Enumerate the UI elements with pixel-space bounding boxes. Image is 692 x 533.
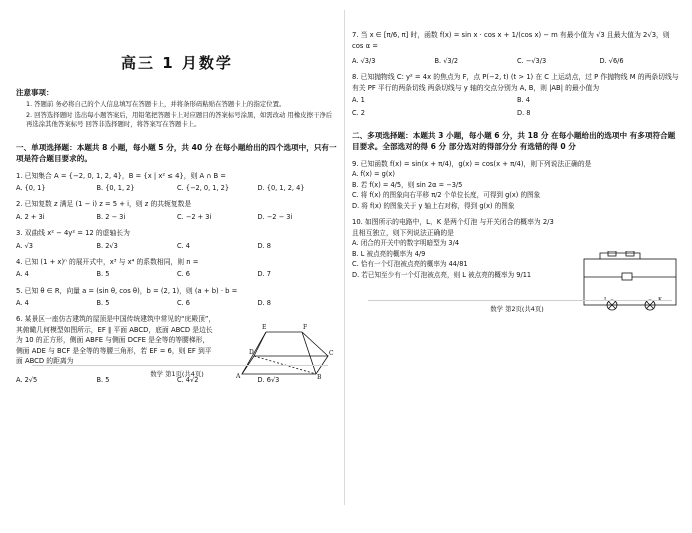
option-d[interactable]: D. 若已知至少有一个灯泡被点亮，则 L 被点亮的概率为 9/11 <box>352 270 532 279</box>
question-10-options <box>352 238 558 280</box>
option-a[interactable]: A. f(x) = g(x) <box>352 170 395 179</box>
footer-rule <box>368 300 672 301</box>
option-c[interactable]: C. −√3/3 <box>517 57 547 66</box>
option-a[interactable]: A. 4 <box>16 299 29 308</box>
option-b[interactable]: B. √3/2 <box>434 57 459 66</box>
option-b[interactable]: B. 5 <box>96 270 110 279</box>
notice-block <box>16 87 338 130</box>
question-6 <box>16 314 338 392</box>
option-b[interactable]: B. 4 <box>517 96 530 105</box>
option-a[interactable]: A. 4 <box>16 270 29 279</box>
option-b[interactable]: B. 2 − 3i <box>96 212 126 221</box>
question-4-options <box>16 269 338 279</box>
option-d[interactable]: D. 8 <box>257 241 271 250</box>
question-8-options-row1 <box>352 95 682 105</box>
question-4-text: 4. 已知 (1 + x)ⁿ 的展开式中，x³ 与 x⁴ 的系数相同，则 n = <box>16 257 199 266</box>
question-1-text: 1. 已知集合 A = {−2, 0, 1, 2, 4}，B = {x | x² ≤ 4}，则 A ∩ B = <box>16 171 226 180</box>
question-2 <box>16 199 338 222</box>
question-8 <box>352 72 682 118</box>
question-9-options <box>352 169 682 211</box>
footer-right: 数学 第2页(共4页) <box>490 305 544 314</box>
question-2-options <box>16 212 338 222</box>
option-b[interactable]: B. L 被点亮的概率为 4/9 <box>352 249 426 258</box>
option-b[interactable]: B. 5 <box>96 376 110 385</box>
question-7-text: 7. 当 x ∈ [π/6, π] 时，函数 f(x) = sin x · cos x + 1/(cos x) − m 有最小值为 √3 且最大值为 2√3，则 cos α = <box>352 31 670 50</box>
option-a[interactable]: A. {0, 1} <box>16 184 46 193</box>
question-6-text: 6. 某景区一座仿古建筑的屋顶是中国传统建筑中常见的“庑殿顶”，其俯瞰几何模型如图所示，EF ∥ 平面 ABCD，底面 ABCD 是边长为 10 的正方形，侧面 ABFE 与侧面 DCFE 是全等的等腰梯形，侧面 ADE 与 BCF 是全等的等腰三角形，若 EF = 6，则 EF 到平面 ABCD 的距离为 <box>16 315 216 366</box>
question-8-options-row2 <box>352 108 682 118</box>
option-d[interactable]: D. 8 <box>517 108 531 117</box>
option-c[interactable]: C. 恰有一个灯泡被点亮的概率为 44/81 <box>352 260 468 269</box>
option-a[interactable]: A. √3 <box>16 241 33 250</box>
question-5-options <box>16 298 338 308</box>
svg-text:C: C <box>329 350 334 358</box>
column-divider <box>344 10 345 505</box>
question-2-text: 2. 已知复数 z 满足 (1 − i) z = 5 + i，则 z 的共轭复数是 <box>16 200 192 209</box>
question-1-options <box>16 183 338 193</box>
option-d[interactable]: D. {0, 1, 2, 4} <box>257 184 305 193</box>
svg-text:D: D <box>249 349 254 357</box>
question-1 <box>16 171 338 194</box>
question-4 <box>16 257 338 280</box>
notice-list <box>16 100 338 130</box>
footer-rule <box>32 365 328 366</box>
option-c[interactable]: C. −2 + 3i <box>177 212 212 221</box>
question-5-text: 5. 已知 θ ∈ R，向量 a = (sin θ, cos θ)，b = (2, 1)，则 (a + b) · b = <box>16 286 238 295</box>
right-column <box>352 0 682 327</box>
left-column <box>16 0 338 392</box>
question-3-options <box>16 241 338 251</box>
question-3-text: 3. 双曲线 x² − 4y² = 12 的虚轴长为 <box>16 229 130 238</box>
option-d[interactable]: D. 6√3 <box>257 376 280 385</box>
question-7-options <box>352 56 682 66</box>
question-3 <box>16 228 338 251</box>
option-a[interactable]: A. √3/3 <box>352 57 376 66</box>
question-5 <box>16 286 338 309</box>
option-a[interactable]: A. 2√5 <box>16 376 38 385</box>
svg-text:B: B <box>317 374 322 382</box>
notice-item: 1. 答题前 务必将自己的个人信息填写在答题卡上，并将条形码粘贴在答题卡上的指定位置。 <box>26 100 286 108</box>
notice-item: 2. 回答选择题时 选出每小题答案后，用铅笔把答题卡上对应题目的答案标号涂黑，如需改动 用橡皮擦干净后 再选涂其他答案标号 回答非选择题时，将答案写在答题卡上。 <box>26 110 333 129</box>
option-d[interactable]: D. 8 <box>257 299 271 308</box>
section-two-heading: 二、多项选择题：本题共 3 小题，每小题 6 分，共 18 分 在每小题给出的选项中 有多项符合题目要求。全部选对的得 6 分 部分选对的得部分分 有选错的得 0 分 <box>352 130 676 152</box>
question-10-text: 10. 如图所示的电路中，L、K 是两个灯泡 与开关闭合的概率为 2/3 且相互独立，则下列说法正确的是 <box>352 218 554 237</box>
page-title: 高三 1 月数学 <box>121 54 233 72</box>
notice-heading: 注意事项： <box>16 88 54 97</box>
option-a[interactable]: A. 闭合的开关中的数字明暗型为 3/4 <box>352 239 460 248</box>
option-c[interactable]: C. 6 <box>177 299 190 308</box>
question-8-text: 8. 已知抛物线 C: y² = 4x 的焦点为 F，点 P(−2, t) (t > 1) 在 C 上运动点，过 P 作抛物线 M 的两条切线与有关 PF 平行的两条切线 两条切线与 y 轴的交点分别为 A, B，则 |AB| 的最小值为 <box>352 73 679 92</box>
footer-left: 数学 第1页(共4页) <box>150 370 204 379</box>
option-d[interactable]: D. −2 − 3i <box>257 212 293 221</box>
option-c[interactable]: C. 6 <box>177 270 190 279</box>
question-9-text: 9. 已知函数 f(x) = sin(x + π/4)，g(x) = cos(x + π/4)，则下列说法正确的是 <box>352 159 592 168</box>
option-d[interactable]: D. √6/6 <box>599 57 624 66</box>
option-c[interactable]: C. 2 <box>352 108 365 117</box>
option-a[interactable]: A. 2 + 3i <box>16 212 45 221</box>
svg-text:E: E <box>262 324 267 332</box>
option-c[interactable]: C. 将 f(x) 的图象向右平移 π/2 个单位长度，可得到 g(x) 的图象 <box>352 191 541 200</box>
option-a[interactable]: A. 1 <box>352 96 365 105</box>
option-b[interactable]: B. 5 <box>96 299 110 308</box>
question-7 <box>352 30 682 66</box>
section-one-heading: 一、单项选择题：本题共 8 小题，每小题 5 分，共 40 分 在每小题给出的四个选项中，只有一项是符合题目要求的。 <box>16 142 337 164</box>
question-9 <box>352 159 682 212</box>
option-b[interactable]: B. {0, 1, 2} <box>96 184 135 193</box>
option-c[interactable]: C. 4√2 <box>177 376 199 385</box>
svg-text:A: A <box>236 373 241 381</box>
option-d[interactable]: D. 7 <box>257 270 271 279</box>
option-c[interactable]: C. {−2, 0, 1, 2} <box>177 184 230 193</box>
option-c[interactable]: C. 4 <box>177 241 190 250</box>
option-d[interactable]: D. 将 f(x) 的图象关于 y 轴上右对称，得到 g(x) 的图象 <box>352 201 515 210</box>
svg-text:F: F <box>303 324 308 332</box>
option-b[interactable]: B. 2√3 <box>96 241 118 250</box>
option-b[interactable]: B. 若 f(x) = 4/5，则 sin 2α = −3/5 <box>352 180 463 189</box>
